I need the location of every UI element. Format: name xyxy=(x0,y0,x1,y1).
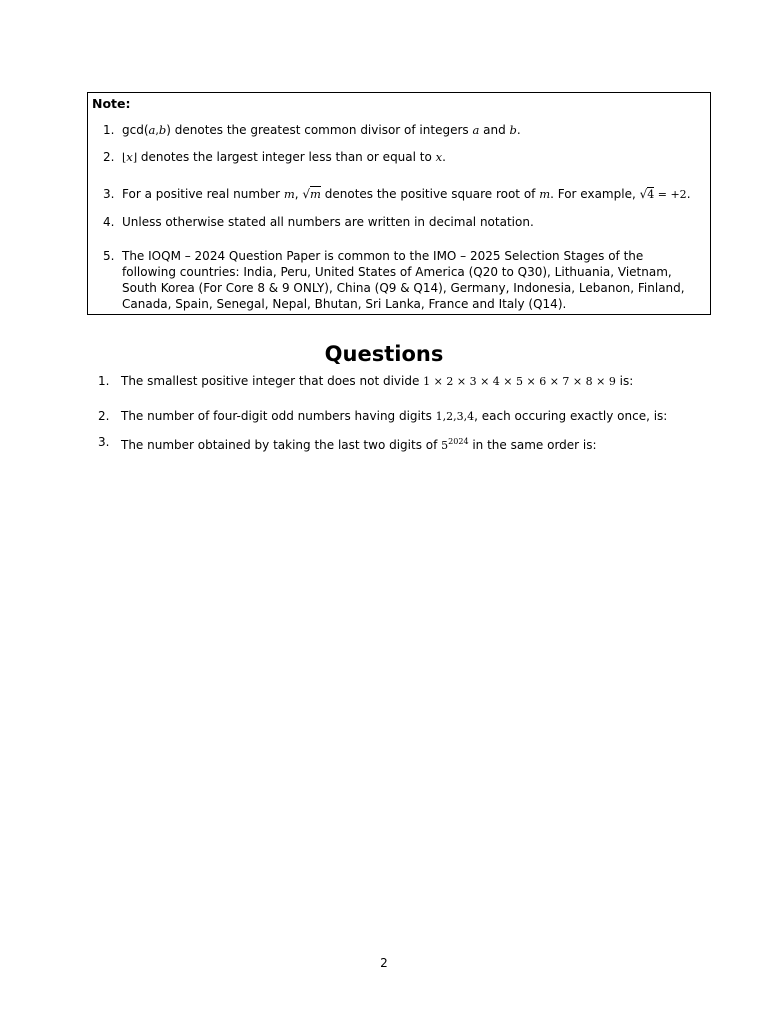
text-run: The number obtained by taking the last two digits of xyxy=(121,438,442,452)
math-expression: = +2 xyxy=(654,188,687,201)
note-item-number: 2. xyxy=(103,150,115,164)
question-text xyxy=(121,373,708,390)
floor-right-symbol: ⌋ xyxy=(132,151,138,164)
math-exponent: 2024 xyxy=(448,437,469,446)
note-item-text: Unless otherwise stated all numbers are written in decimal notation. xyxy=(122,215,534,229)
math-expression: 1,2,3,4 xyxy=(435,410,475,423)
text-run: . xyxy=(686,187,691,201)
note-list xyxy=(88,93,710,314)
math-expression: 1 × 2 × 3 × 4 × 5 × 6 × 7 × 8 × 9 xyxy=(423,375,616,388)
note-item-number: 4. xyxy=(103,215,115,229)
sqrt-symbol: √ xyxy=(639,187,648,201)
math-sep: , xyxy=(155,124,159,137)
sqrt-expression xyxy=(640,186,655,203)
question-number: 1. xyxy=(98,374,110,388)
text-run: , xyxy=(294,187,303,201)
sqrt-symbol: √ xyxy=(302,187,311,201)
note-item-number: 5. xyxy=(103,249,115,263)
math-var: a xyxy=(148,123,156,137)
math-var: x xyxy=(126,150,133,164)
text-run: , each occuring exactly once, is: xyxy=(474,409,668,423)
text-run: in the same order is: xyxy=(468,438,597,452)
text-run: The smallest positive integer that does not divide xyxy=(121,374,424,388)
math-var: b xyxy=(509,123,517,137)
question-number: 2. xyxy=(98,409,110,423)
text-run: . xyxy=(442,150,446,164)
note-item-text xyxy=(122,186,696,203)
sqrt-expression xyxy=(302,186,321,202)
text-run: denotes the positive square root of xyxy=(320,187,540,201)
text-run: denotes the largest integer less than or equal to xyxy=(137,150,436,164)
questions-heading: Questions xyxy=(324,342,444,366)
math-var: m xyxy=(539,187,551,201)
math-var: m xyxy=(283,187,295,201)
text-run: is: xyxy=(615,374,634,388)
text-run: and xyxy=(479,123,510,137)
page-number: 2 xyxy=(380,956,388,970)
math-var: b xyxy=(158,123,167,137)
note-item-text xyxy=(122,149,696,166)
text-run: ) denotes the greatest common divisor of integers xyxy=(166,123,473,137)
text-run: gcd( xyxy=(122,123,149,137)
question-number: 3. xyxy=(98,435,110,449)
text-run: For a positive real number xyxy=(122,187,284,201)
math-var: a xyxy=(472,123,480,137)
math-var: x xyxy=(435,150,443,164)
text-run: . xyxy=(516,123,521,137)
note-item-number: 3. xyxy=(103,187,115,201)
math-number: 4 xyxy=(647,188,655,201)
note-item-number: 1. xyxy=(103,123,115,137)
text-run: . For example, xyxy=(550,187,640,201)
question-text xyxy=(121,408,708,425)
floor-left-symbol: ⌊ xyxy=(122,151,127,164)
math-base: 5 xyxy=(441,439,449,452)
math-var: m xyxy=(310,187,321,201)
note-item-text xyxy=(122,122,696,139)
note-box xyxy=(87,92,711,315)
note-item-text: The IOQM – 2024 Question Paper is common to the IMO – 2025 Selection Stages of the following countries: India, Peru, United States of America (Q20 to Q30), Lithuania, Vietnam, South Korea (For Core 8 & 9 ONLY), China (Q9 & Q14), Germany, Indonesia, Lebanon, Finland, Canada, Spain, Senegal, Nepal, Bhutan, Sri Lanka, France and Italy (Q14). xyxy=(122,249,685,311)
question-text xyxy=(121,434,708,454)
note-title: Note: xyxy=(92,96,131,111)
text-run: The number of four-digit odd numbers having digits xyxy=(121,409,436,423)
